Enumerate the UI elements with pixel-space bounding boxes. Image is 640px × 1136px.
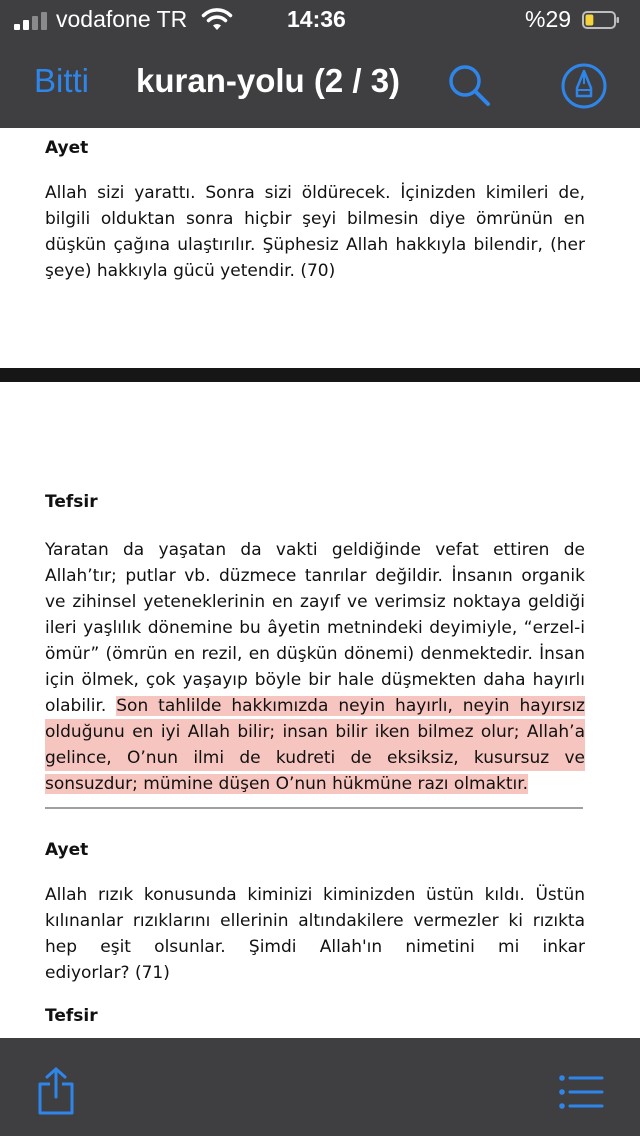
text-line — [45, 693, 585, 719]
text-line: hep eşit olsunlar. Şimdi Allah'ın nimetini mi inkar — [45, 937, 585, 957]
search-icon[interactable] — [446, 62, 492, 108]
highlighted-text[interactable]: sonsuzdur; mümine düşen O’nun hükmüne razı olmaktır. — [45, 774, 529, 794]
text-line: şeye) hakkıyla gücü yetendir. (70) — [45, 261, 336, 281]
bottom-toolbar — [0, 1038, 640, 1136]
list-icon[interactable] — [558, 1074, 604, 1110]
nav-bar — [0, 40, 640, 128]
plain-text: olabilir. — [45, 696, 117, 716]
battery-percentage: %29 — [525, 6, 572, 32]
text-line: düşkün çağına ulaştırılır. Şüphesiz Allah hakkıyla bilendir, (her — [45, 235, 585, 255]
text-line: Allah rızık konusunda kiminizi kiminizden üstün kıldı. Üstün — [45, 885, 585, 905]
ayet-heading: Ayet — [45, 840, 89, 860]
highlighted-text-line[interactable]: gelince, O’nun ilmi de kudreti de eksiksiz, kusursuz ve — [45, 745, 585, 771]
document-page-2 — [0, 382, 640, 1038]
document-title: kuran-yolu (2 / 3) — [136, 62, 401, 99]
tefsir-heading: Tefsir — [45, 1006, 98, 1026]
markup-pen-icon[interactable] — [560, 62, 608, 110]
text-line: Yaratan da yaşatan da vakti geldiğinde vefat ettiren de — [45, 540, 585, 560]
tefsir-paragraph — [45, 537, 585, 797]
battery-icon — [582, 11, 620, 29]
clock: 14:36 — [287, 6, 346, 32]
ayet-paragraph — [45, 882, 585, 986]
text-line: bilgili olduktan sonra hiçbir şeyi bilmesin diye ömrünün en — [45, 209, 585, 229]
document-page-1 — [0, 128, 640, 368]
share-icon[interactable] — [36, 1066, 76, 1116]
ayet-heading: Ayet — [45, 138, 89, 158]
cellular-signal-icon — [14, 12, 48, 30]
text-line: Allah’tır; putlar vb. düzmece tanrılar değildir. İnsanın organik — [45, 566, 585, 586]
text-line: Allah sizi yarattı. Sonra sizi öldürecek. İçinizden kimileri de, — [45, 183, 585, 203]
wifi-icon — [200, 8, 234, 32]
text-line: için ölmek, çok yaşayıp böyle bir hale düşmekten daha hayırlı — [45, 670, 585, 690]
section-divider — [45, 807, 583, 809]
page-separator — [0, 368, 640, 382]
highlighted-text-line[interactable]: olduğunu en iyi Allah bilir; insan bilir iken bilmez olur; Allah’a — [45, 719, 585, 745]
text-line: ediyorlar? (71) — [45, 963, 170, 983]
carrier-name: vodafone TR — [56, 6, 188, 32]
text-line: kılınanlar rızıklarını ellerinin altındakilere vermezler ki rızıkta — [45, 911, 585, 931]
done-button[interactable]: Bitti — [34, 62, 90, 99]
highlighted-text[interactable]: Son tahlilde hakkımızda neyin hayırlı, neyin hayırsız — [116, 696, 585, 716]
status-bar — [0, 0, 640, 40]
text-line: ileri yaşlılık dönemine bu âyetin metnindeki deyimiyle, “erzel-i — [45, 618, 585, 638]
tefsir-heading: Tefsir — [45, 492, 98, 512]
ayet-paragraph — [45, 180, 585, 284]
text-line: ve zihinsel yeteneklerinin en zayıf ve verimsiz noktaya geldiği — [45, 592, 585, 612]
text-line: ömür” (ömrün en rezil, en düşkün dönemi) denmektedir. İnsan — [45, 644, 585, 664]
text-line — [45, 771, 585, 797]
